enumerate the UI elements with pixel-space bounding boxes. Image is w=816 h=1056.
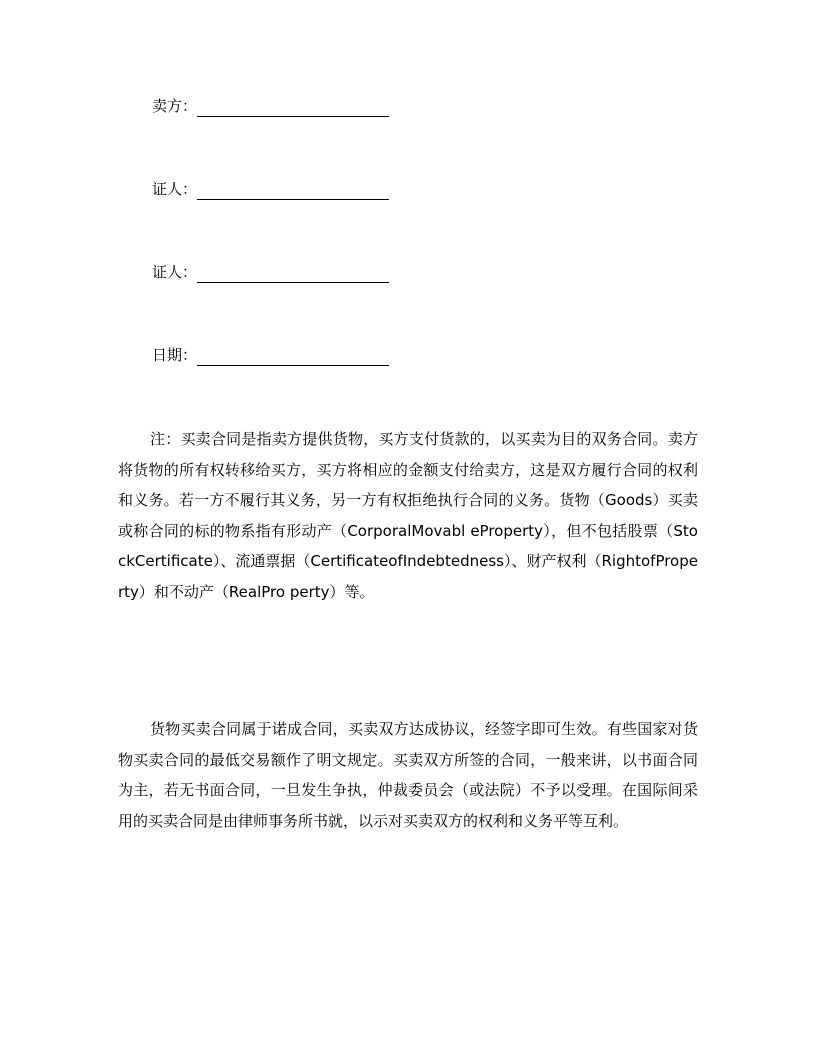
- witness-1-label: 证人：: [152, 180, 198, 198]
- date-label: 日期：: [152, 346, 198, 364]
- witness-1-signature-line: [197, 183, 389, 200]
- note-paragraph: 注：买卖合同是指卖方提供货物，买方支付货款的，以买卖为目的双务合同。卖方将货物的所有权转移给买方，买方将相应的金额支付给卖方，这是双方履行合同的权利和义务。若一方不履行其义务，另一方有权拒绝执行合同的义务。货物（Goods）买卖或称合同的标的物系指有形动产（CorporalMovabl eProperty），但不包括股票（StockCertificate）、流通票据（CertificateofIndebtedness）、财产权利（RightofProperty）和不动产（RealPro perty）等。: [118, 430, 698, 601]
- witness-2-signature-line: [197, 266, 389, 283]
- date-signature-line: [197, 349, 389, 366]
- witness-2-label: 证人：: [152, 263, 198, 281]
- date-signature-row: [152, 344, 389, 366]
- seller-label: 卖方：: [152, 97, 198, 115]
- seller-signature-line: [197, 100, 389, 117]
- contract-paragraph: 货物买卖合同属于诺成合同，买卖双方达成协议，经签字即可生效。有些国家对货物买卖合同的最低交易额作了明文规定。买卖双方所签的合同，一般来讲，以书面合同为主，若无书面合同，一旦发生争执，仲裁委员会（或法院）不予以受理。在国际间采用的买卖合同是由律师事务所书就，以示对买卖双方的权利和义务平等互利。: [118, 720, 698, 830]
- witness-1-signature-row: [152, 178, 389, 200]
- witness-2-signature-row: [152, 261, 389, 283]
- seller-signature-row: [152, 95, 389, 117]
